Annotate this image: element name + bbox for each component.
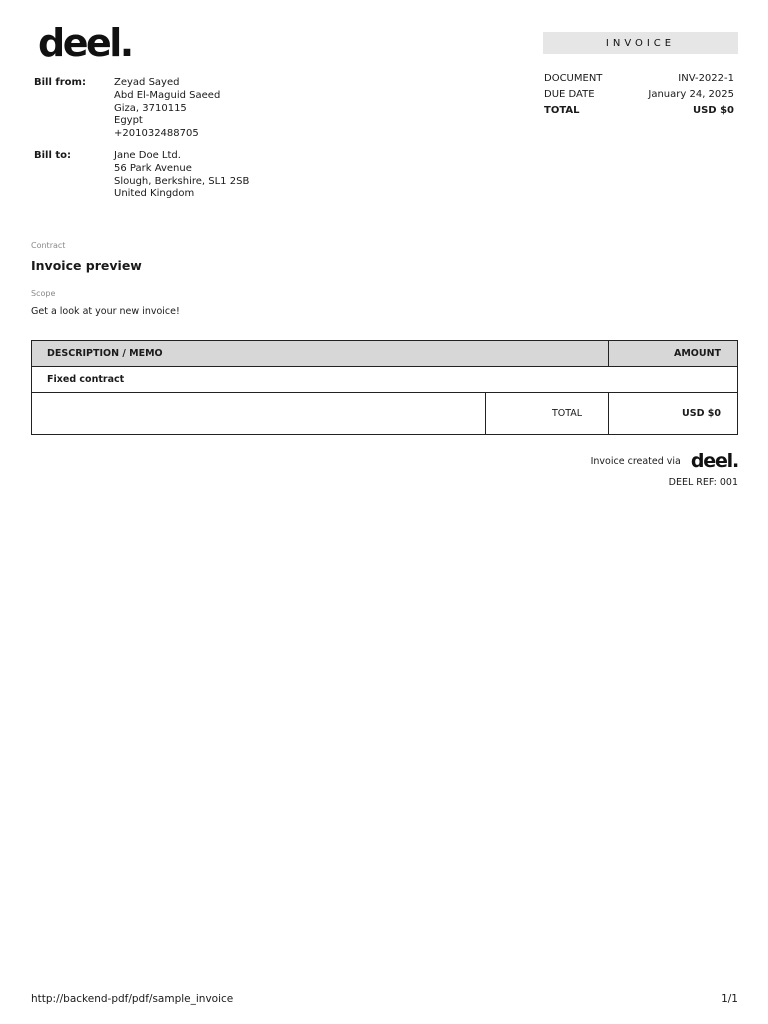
meta-due-date-row (544, 87, 734, 103)
bill-from-address (114, 77, 334, 141)
bill-to-line: 56 Park Avenue (114, 162, 192, 174)
created-via (591, 450, 738, 472)
meta-total-label: TOTAL (544, 105, 580, 116)
invoice-banner: INVOICE (543, 32, 738, 54)
deel-logo: deel. (38, 21, 132, 65)
line-items-table (31, 340, 738, 435)
deel-ref: DEEL REF: 001 (668, 477, 738, 488)
invoice-meta (544, 71, 734, 119)
bill-from-line: +201032488705 (114, 128, 199, 140)
contract-label: Contract (31, 241, 66, 250)
column-header-amount: AMOUNT (609, 341, 738, 367)
table-header-row (32, 341, 738, 367)
bill-to-address (114, 150, 334, 201)
bill-from-line: Egypt (114, 115, 143, 127)
meta-due-date-label: DUE DATE (544, 89, 595, 100)
scope-text: Get a look at your new invoice! (31, 306, 180, 317)
meta-document-label: DOCUMENT (544, 73, 603, 84)
meta-due-date-value: January 24, 2025 (648, 89, 734, 100)
meta-total-value: USD $0 (692, 105, 734, 116)
meta-document-row (544, 71, 734, 87)
deel-small-logo: deel. (690, 450, 738, 472)
meta-document-value: INV-2022-1 (678, 73, 734, 84)
scope-label: Scope (31, 289, 56, 298)
total-value: USD $0 (609, 393, 738, 435)
bill-to-line: United Kingdom (114, 188, 195, 200)
bill-to-block (34, 150, 354, 204)
print-footer-url: http://backend-pdf/pdf/sample_invoice (31, 993, 234, 1005)
total-label: TOTAL (486, 393, 609, 435)
bill-to-label: Bill to: (34, 150, 72, 161)
table-row (32, 367, 738, 393)
bill-from-line: Abd El-Maguid Saeed (114, 89, 221, 101)
meta-total-row (544, 103, 734, 119)
print-footer-page-number: 1/1 (721, 993, 738, 1005)
column-header-description: DESCRIPTION / MEMO (32, 341, 609, 367)
bill-to-line: Jane Doe Ltd. (114, 150, 181, 161)
bill-from-line: Zeyad Sayed (114, 77, 180, 88)
bill-to-line: Slough, Berkshire, SL1 2SB (114, 175, 250, 187)
bill-from-block (34, 77, 354, 143)
table-total-row (32, 393, 738, 435)
line-item-description: Fixed contract (32, 367, 738, 393)
bill-from-line: Giza, 3710115 (114, 102, 187, 114)
bill-from-label: Bill from: (34, 77, 86, 88)
total-spacer (32, 393, 486, 435)
created-via-text: Invoice created via (590, 455, 681, 467)
contract-title: Invoice preview (31, 258, 142, 273)
